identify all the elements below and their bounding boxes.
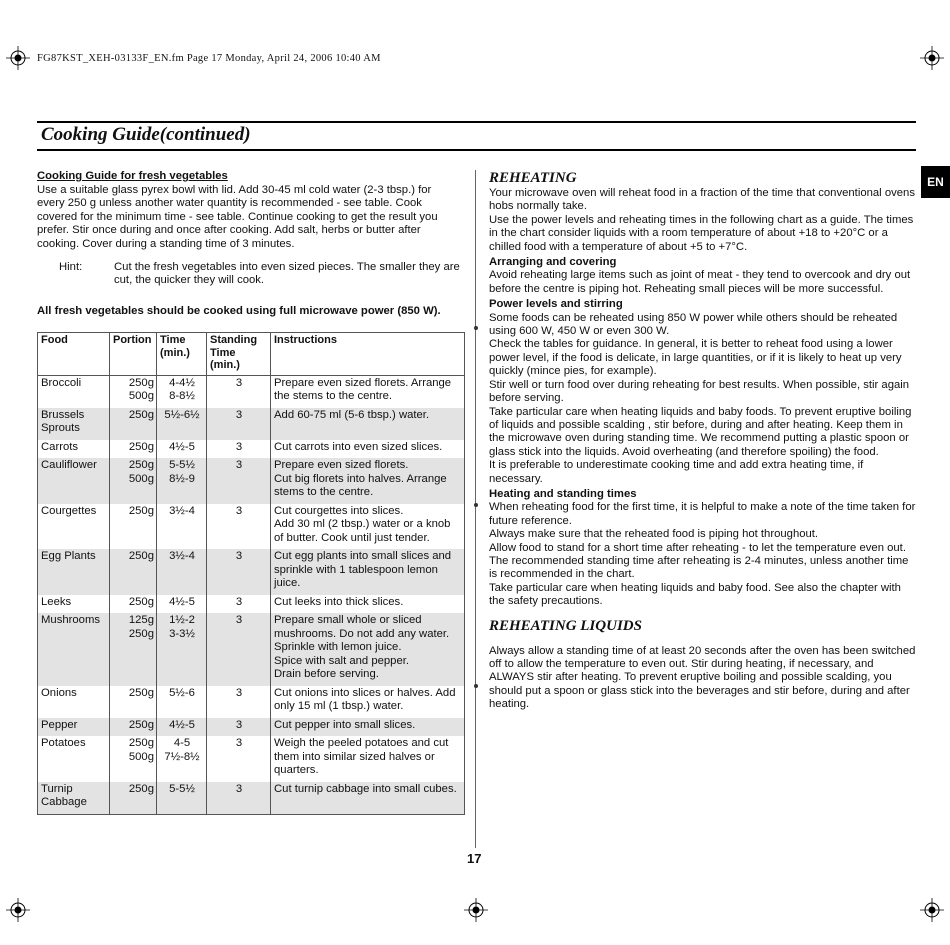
cell-standing: 3 (207, 504, 271, 550)
cell-instructions: Cut carrots into even sized slices. (271, 440, 465, 459)
table-row (38, 736, 465, 782)
cell-time: 4-5 7½-8½ (157, 736, 207, 782)
cell-food: Egg Plants (38, 549, 110, 595)
cell-time: 5½-6½ (157, 408, 207, 440)
col-header-time: Time (min.) (157, 333, 207, 376)
table-row (38, 408, 465, 440)
cell-portion: 125g 250g (110, 613, 157, 686)
cell-instructions: Cut onions into slices or halves. Add only 15 ml (1 tbsp.) water. (271, 686, 465, 718)
col-header-portion: Portion (110, 333, 157, 376)
cell-food: Brussels Sprouts (38, 408, 110, 440)
registration-mark-icon (6, 46, 30, 70)
table-row (38, 718, 465, 737)
cell-instructions: Cut leeks into thick slices. (271, 595, 465, 614)
reheating-paragraph: Use the power levels and reheating times in the following chart as a guide. The times in the chart consider liquids with a room temperature of about +18 to +20°C or a chilled food with a temperature of about +5 to +7°C. (489, 213, 914, 253)
margin-dot (474, 326, 478, 330)
margin-dot (474, 684, 478, 688)
table-row (38, 440, 465, 459)
col-header-standing: Standing Time (min.) (207, 333, 271, 376)
reheating-paragraph: Your microwave oven will reheat food in a fraction of the time that conventional ovens hobs normally take. (489, 187, 915, 213)
table-row (38, 458, 465, 504)
power-heading: Power levels and stirring (489, 298, 623, 311)
table-row (38, 549, 465, 595)
cell-instructions: Cut courgettes into slices. Add 30 ml (2 tbsp.) water or a knob of butter. Cook until just tender. (271, 504, 465, 550)
power-paragraph: Take particular care when heating liquids and baby foods. To prevent eruptive boiling of liquids and possible scalding , stir before, during and after heating. Keep them in the microwave oven during standing time. We recommend putting a plastic spoon or glass stick into the liquids. Avoid overheating (and therefore spoiling) the food. (489, 405, 912, 458)
intro-paragraph: Use a suitable glass pyrex bowl with lid. Add 30-45 ml cold water (2-3 tbsp.) for every 250 g unless another water quantity is recommended - see table. Cook covered for the minimum time - see table. Continue cooking to get the result you prefer. Stir once during and once after cooking. Add salt, herbs or butter after cooking. Cover during a standing time of 3 minutes. (37, 183, 438, 250)
table-row (38, 782, 465, 815)
title-rule-top (37, 121, 916, 123)
cell-instructions: Weigh the peeled potatoes and cut them into similar sized halves or quarters. (271, 736, 465, 782)
table-row (38, 375, 465, 408)
cell-standing: 3 (207, 458, 271, 504)
page-title: Cooking Guide(continued) (41, 124, 251, 145)
registration-mark-icon (920, 898, 944, 922)
cell-instructions: Add 60-75 ml (5-6 tbsp.) water. (271, 408, 465, 440)
reheating-liquids-title: REHEATING LIQUIDS (489, 617, 642, 634)
title-rule-bottom (37, 149, 916, 151)
cell-portion: 250g (110, 408, 157, 440)
table-header-row (38, 333, 465, 376)
cell-instructions: Cut egg plants into small slices and sprinkle with 1 tablespoon lemon juice. (271, 549, 465, 595)
cell-portion: 250g (110, 782, 157, 815)
table-row (38, 504, 465, 550)
cell-portion: 250g (110, 686, 157, 718)
heating-paragraph: Take particular care when heating liquids and baby food. See also the chapter with the safety precautions. (489, 581, 901, 608)
cell-standing: 3 (207, 375, 271, 408)
cell-time: 4½-5 (157, 718, 207, 737)
vegetables-table (37, 332, 465, 815)
cell-portion: 250g 500g (110, 736, 157, 782)
arranging-heading: Arranging and covering (489, 256, 617, 269)
reheating-section (489, 170, 917, 712)
hint-block (37, 261, 462, 288)
cell-instructions: Cut turnip cabbage into small cubes. (271, 782, 465, 815)
cell-standing: 3 (207, 686, 271, 718)
cell-food: Pepper (38, 718, 110, 737)
liquids-paragraph: Always allow a standing time of at least 20 seconds after the oven has been switched off to allow the temperature to even out. Stir during heating, if necessary, and ALWAYS stir after heating. To prevent eruptive boiling and possible scalding, you should put a spoon or glass stick into the beverages and stir before, during and after heating. (489, 644, 916, 711)
cell-food: Courgettes (38, 504, 110, 550)
cell-time: 3½-4 (157, 504, 207, 550)
cell-food: Turnip Cabbage (38, 782, 110, 815)
cell-time: 1½-2 3-3½ (157, 613, 207, 686)
cell-instructions: Cut pepper into small slices. (271, 718, 465, 737)
cell-standing: 3 (207, 595, 271, 614)
cell-time: 5-5½ (157, 782, 207, 815)
margin-dot (474, 503, 478, 507)
col-header-instructions: Instructions (271, 333, 465, 376)
table-row (38, 613, 465, 686)
section-heading: Cooking Guide for fresh vegetables (37, 170, 228, 182)
cell-portion: 250g 500g (110, 458, 157, 504)
file-header-line: FG87KST_XEH-03133F_EN.fm Page 17 Monday, April 24, 2006 10:40 AM (37, 53, 381, 64)
hint-label: Hint: (59, 260, 83, 273)
power-paragraph: Check the tables for guidance. In general, it is better to reheat food using a lower power level, if the food is delicate, in large quantities, or if it is likely to heat up very quickly (mince pies, for example). (489, 338, 902, 378)
registration-mark-icon (464, 898, 488, 922)
cell-standing: 3 (207, 440, 271, 459)
heating-paragraph: Always make sure that the reheated food is piping hot throughout. (489, 528, 819, 541)
cell-instructions: Prepare small whole or sliced mushrooms. Do not add any water. Sprinkle with lemon juice. Spice with salt and pepper. Drain before serving. (271, 613, 465, 686)
cell-instructions: Prepare even sized florets. Arrange the stems to the centre. (271, 375, 465, 408)
cell-food: Leeks (38, 595, 110, 614)
cell-time: 3½-4 (157, 549, 207, 595)
table-row (38, 686, 465, 718)
table-body (38, 375, 465, 814)
fresh-vegetables-section (37, 170, 462, 318)
cell-standing: 3 (207, 736, 271, 782)
cell-portion: 250g (110, 549, 157, 595)
hint-text: Cut the fresh vegetables into even sized pieces. The smaller they are cut, the quicker they will cook. (114, 260, 460, 287)
reheating-title: REHEATING (489, 170, 577, 186)
cell-time: 5-5½ 8½-9 (157, 458, 207, 504)
power-paragraph: It is preferable to underestimate cooking time and add extra heating time, if necessary. (489, 459, 864, 485)
cell-standing: 3 (207, 549, 271, 595)
cell-standing: 3 (207, 718, 271, 737)
cell-time: 4-4½ 8-8½ (157, 375, 207, 408)
cell-food: Potatoes (38, 736, 110, 782)
col-header-food: Food (38, 333, 110, 376)
arranging-paragraph: Avoid reheating large items such as joint of meat - they tend to overcook and dry out before the centre is piping hot. Reheating small pieces will be more successful. (489, 269, 911, 295)
cell-food: Carrots (38, 440, 110, 459)
power-paragraph: Some foods can be reheated using 850 W power while others should be reheated using 600 W, 450 W or even 300 W. (489, 311, 898, 338)
cell-time: 4½-5 (157, 595, 207, 614)
cell-time: 4½-5 (157, 440, 207, 459)
cell-portion: 250g (110, 440, 157, 459)
cell-food: Cauliflower (38, 458, 110, 504)
cell-portion: 250g 500g (110, 375, 157, 408)
heating-paragraph: The recommended standing time after reheating is 2-4 minutes, unless another time is recommended in the chart. (489, 554, 909, 581)
cell-food: Mushrooms (38, 613, 110, 686)
language-tab: EN (921, 166, 950, 198)
table-row (38, 595, 465, 614)
cell-food: Onions (38, 686, 110, 718)
heating-paragraph: When reheating food for the first time, it is helpful to make a note of the time taken for future reference. (489, 501, 916, 527)
power-paragraph: Stir well or turn food over during reheating for best results. When possible, stir again before serving. (489, 378, 910, 405)
heating-heading: Heating and standing times (489, 487, 637, 500)
registration-mark-icon (920, 46, 944, 70)
cell-standing: 3 (207, 782, 271, 815)
cell-instructions: Prepare even sized florets. Cut big florets into halves. Arrange stems to the centre. (271, 458, 465, 504)
cell-standing: 3 (207, 408, 271, 440)
page-number: 17 (467, 851, 482, 866)
cell-portion: 250g (110, 718, 157, 737)
cell-portion: 250g (110, 595, 157, 614)
heating-paragraph: Allow food to stand for a short time after reheating - to let the temperature even out. (489, 541, 906, 554)
cell-food: Broccoli (38, 375, 110, 408)
cell-standing: 3 (207, 613, 271, 686)
registration-mark-icon (6, 898, 30, 922)
power-note: All fresh vegetables should be cooked using full microwave power (850 W). (37, 304, 441, 317)
cell-portion: 250g (110, 504, 157, 550)
column-divider (475, 170, 476, 848)
cell-time: 5½-6 (157, 686, 207, 718)
